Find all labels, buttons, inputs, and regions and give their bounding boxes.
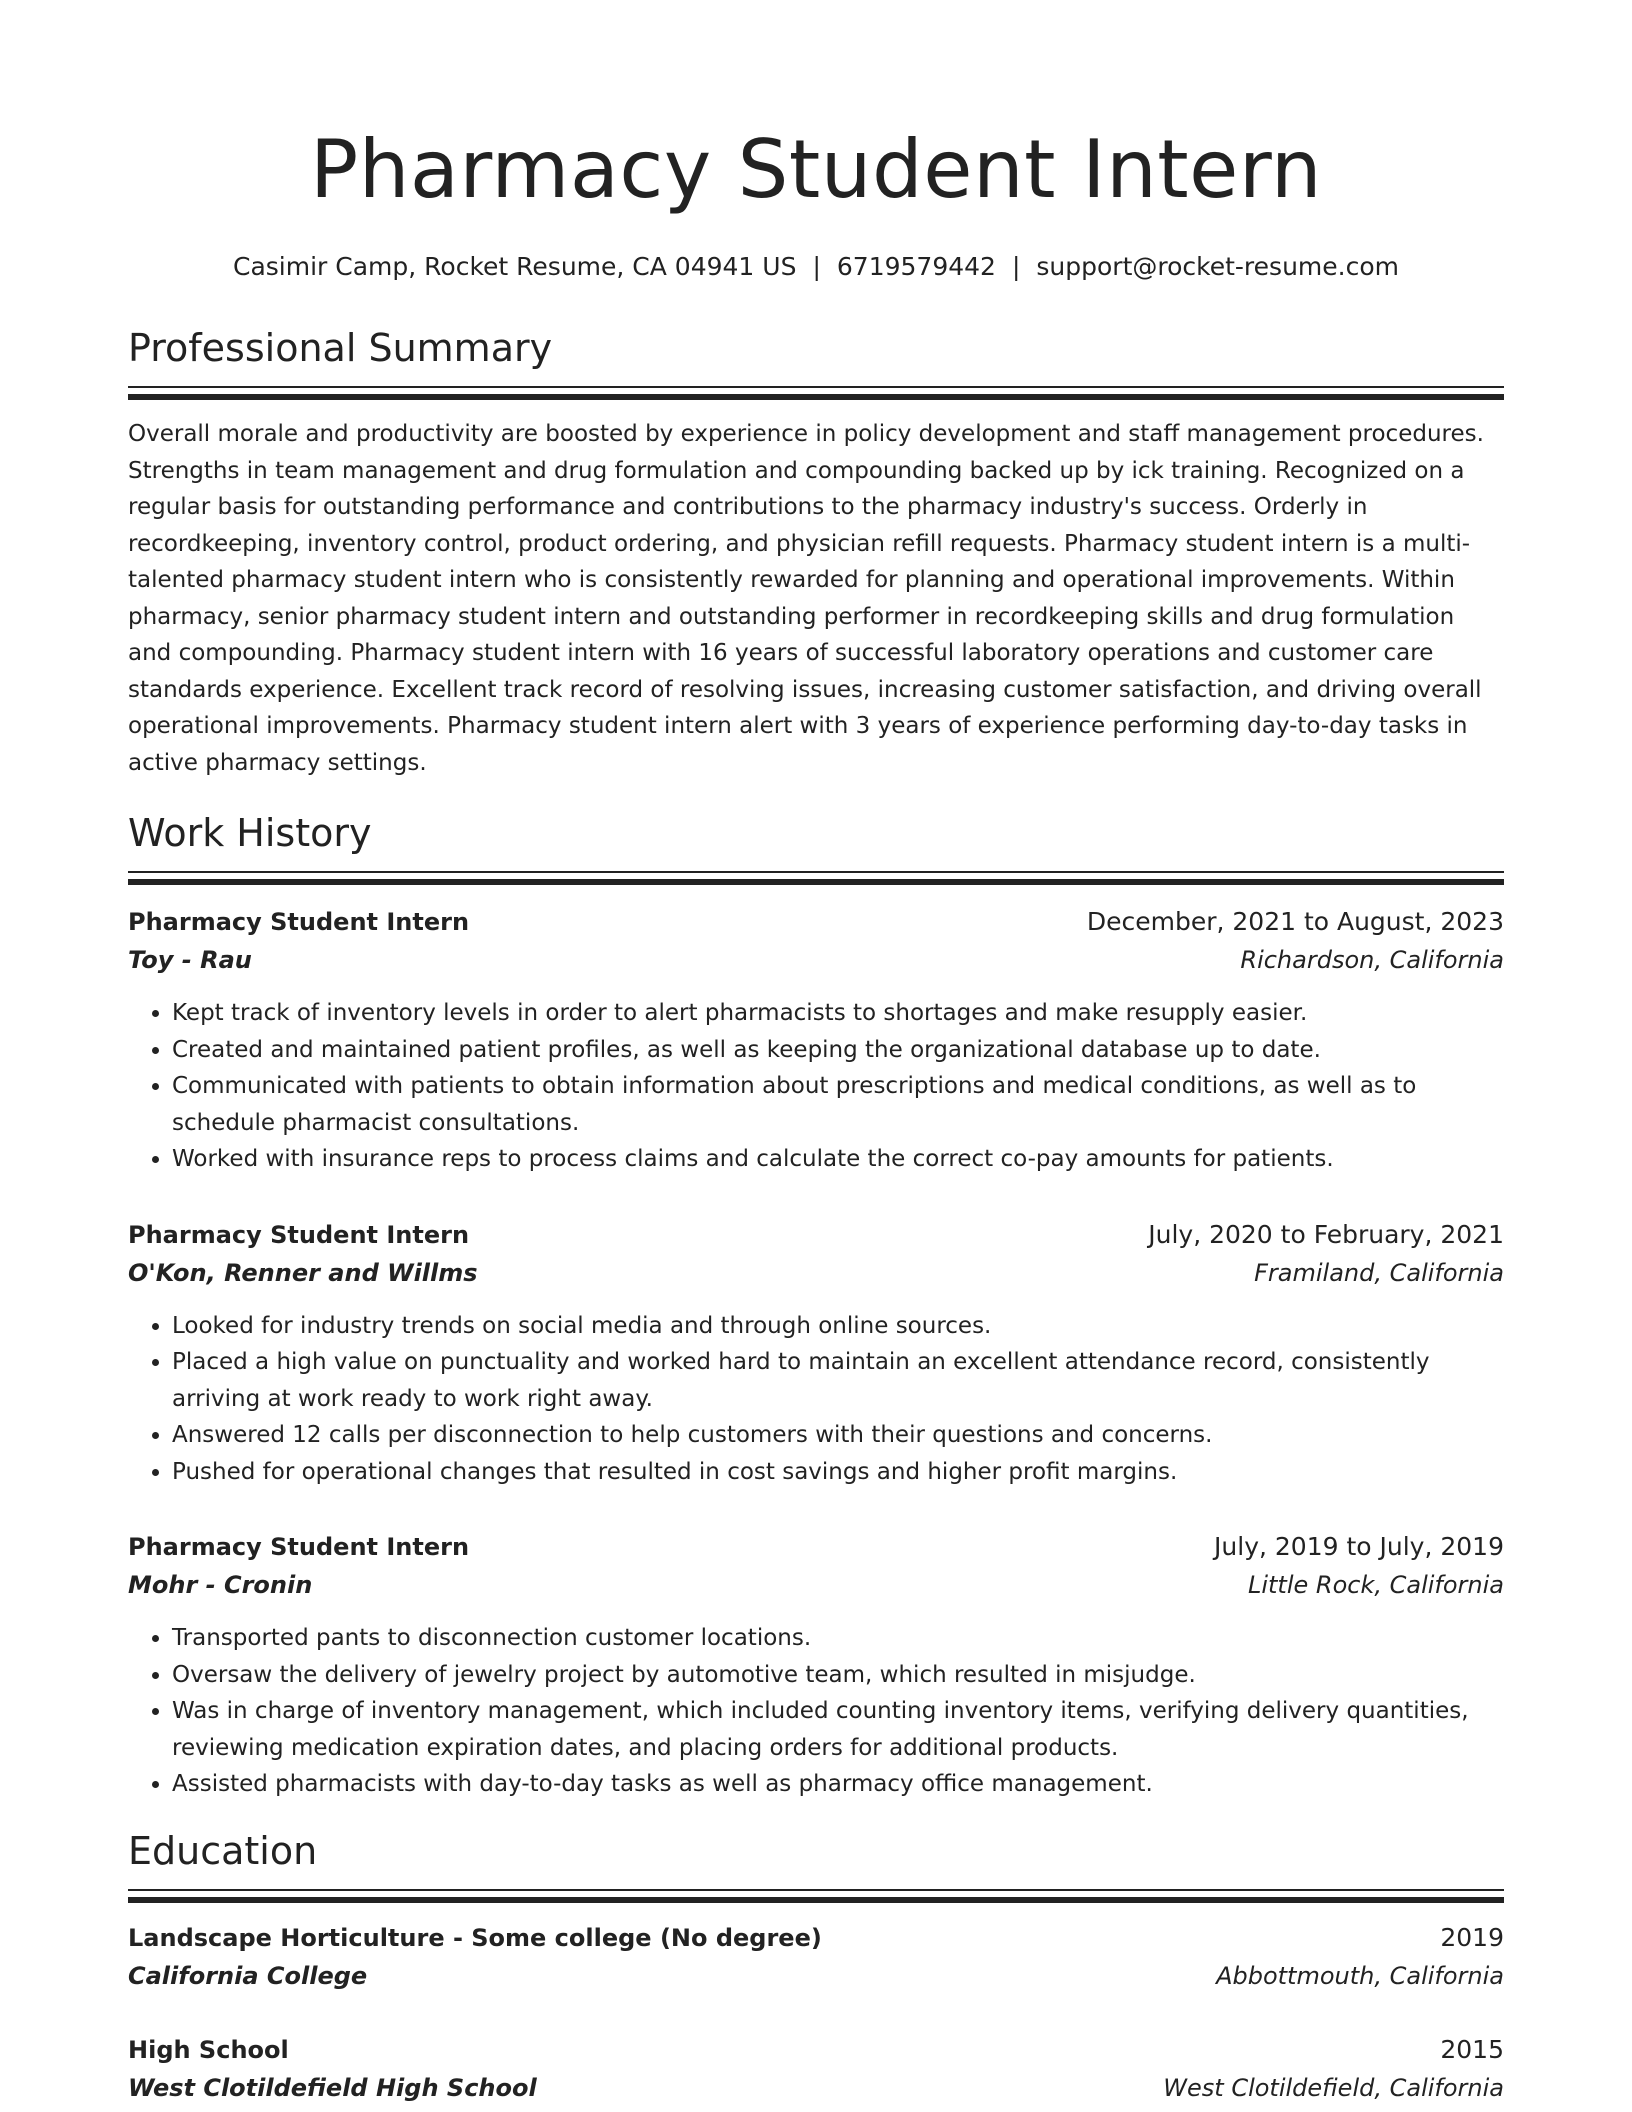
education-location: West Clotildefield, California — [1163, 2073, 1504, 2102]
job-dates: July, 2019 to July, 2019 — [1214, 1532, 1504, 1561]
resume-page — [128, 0, 1504, 2107]
job-location: Richardson, California — [1240, 946, 1504, 974]
job-dates: December, 2021 to August, 2023 — [1086, 907, 1504, 936]
job-bullet: • Answered 12 calls per disconnection to help customers with their questions and concerns. — [172, 1417, 1504, 1454]
education-header-row — [128, 1919, 1504, 1957]
education-location: Abbottmouth, California — [1216, 1961, 1504, 1990]
job-company: O'Kon, Renner and Willms — [128, 1258, 478, 1287]
contact-separator: | — [812, 252, 821, 281]
summary-text: Overall morale and productivity are boosted by experience in policy development and staff management procedures. Strengths in team management and drug formulation and compounding backed up by ick training. Recognized on a regular basis for outstanding performance and contributions to the pharmacy industry's success. Orderly in recordkeeping, inventory control, product ordering, and physician refill requests. Pharmacy student intern is a multi-talented pharmacy student intern who is consistently rewarded for planning and operational improvements. Within pharmacy, senior pharmacy student intern and outstanding performer in recordkeeping skills and drug formulation and compounding. Pharmacy student intern with 16 years of successful laboratory operations and customer care standards experience. Excellent track record of resolving issues, increasing customer satisfaction, and driving overall operational improvements. Pharmacy student intern alert with 3 years of experience performing day-to-day tasks in active pharmacy settings. — [128, 421, 1484, 776]
job-company: Toy - Rau — [128, 946, 252, 974]
job-bullet: • Oversaw the delivery of jewelry project by automotive team, which resulted in misjudge. — [172, 1657, 1504, 1694]
job-company-row — [128, 1254, 1504, 1292]
contact-phone: 6719579442 — [836, 252, 996, 281]
contact-address: Casimir Camp, Rocket Resume, CA 04941 US — [233, 252, 797, 281]
section-divider — [128, 871, 1504, 885]
job-header-row — [128, 1528, 1504, 1566]
education-school: West Clotildefield High School — [128, 2073, 537, 2102]
job-company-row — [128, 1566, 1504, 1604]
job-bullets — [128, 995, 1504, 1178]
section-divider — [128, 1889, 1504, 1903]
job-bullet: • Pushed for operational changes that resulted in cost savings and higher profit margins. — [172, 1454, 1504, 1491]
job-header-row — [128, 1216, 1504, 1254]
education-school-row — [128, 1957, 1504, 1995]
education-entry — [128, 1919, 1504, 1995]
job-bullet: • Kept track of inventory levels in order to alert pharmacists to shortages and make resupply easier. — [172, 995, 1504, 1032]
job-company-row — [128, 941, 1504, 979]
job-bullet: • Looked for industry trends on social media and through online sources. — [172, 1308, 1504, 1345]
candidate-name: Pharmacy Student Intern — [309, 123, 1323, 216]
job-entry — [128, 1528, 1504, 1803]
job-entry — [128, 903, 1504, 1178]
job-location: Framiland, California — [1254, 1258, 1504, 1287]
job-title: Pharmacy Student Intern — [128, 1220, 470, 1249]
job-location: Little Rock, California — [1247, 1571, 1504, 1599]
contact-line — [128, 250, 1504, 284]
contact-email[interactable]: support@rocket-resume.com — [1036, 252, 1399, 281]
education-degree: Landscape Horticulture - Some college (No degree) — [128, 1923, 822, 1952]
job-entry — [128, 1216, 1504, 1491]
job-bullet: • Placed a high value on punctuality and worked hard to maintain an excellent attendance record, consistently arriving at work ready to work right away. — [172, 1344, 1504, 1417]
education-year: 2015 — [1440, 2034, 1504, 2064]
job-company: Mohr - Cronin — [128, 1571, 313, 1599]
section-title-work-history: Work History — [128, 811, 372, 855]
job-bullet: • Communicated with patients to obtain information about prescriptions and medical conditions, as well as to schedule pharmacist consultations. — [172, 1068, 1504, 1141]
education-section — [128, 1827, 1504, 2107]
education-school: California College — [128, 1961, 368, 1990]
job-dates: July, 2020 to February, 2021 — [1148, 1219, 1504, 1249]
professional-summary-section — [128, 324, 1504, 781]
job-bullet: • Assisted pharmacists with day-to-day tasks as well as pharmacy office management. — [172, 1766, 1504, 1803]
contact-separator: | — [1011, 252, 1021, 281]
section-title-summary: Professional Summary — [128, 326, 553, 370]
work-history-section — [128, 809, 1504, 1803]
education-year: 2019 — [1440, 1922, 1504, 1952]
education-school-row — [128, 2069, 1504, 2107]
education-header-row — [128, 2031, 1504, 2069]
job-bullet: • Worked with insurance reps to process claims and calculate the correct co-pay amounts for patients. — [172, 1141, 1504, 1178]
education-entry — [128, 2031, 1504, 2107]
job-bullet: • Was in charge of inventory management, which included counting inventory items, verifying delivery quantities, reviewing medication expiration dates, and placing orders for additional products. — [172, 1693, 1504, 1766]
section-title-education: Education — [128, 1828, 318, 1873]
job-header-row — [128, 903, 1504, 941]
job-bullet: • Transported pants to disconnection customer locations. — [172, 1620, 1504, 1657]
job-bullet: • Created and maintained patient profiles, as well as keeping the organizational database up to date. — [172, 1032, 1504, 1069]
section-divider — [128, 386, 1504, 400]
job-title: Pharmacy Student Intern — [128, 1533, 470, 1561]
job-bullets — [128, 1620, 1504, 1803]
job-title: Pharmacy Student Intern — [128, 908, 470, 936]
job-bullets — [128, 1308, 1504, 1491]
education-degree: High School — [128, 2035, 289, 2064]
